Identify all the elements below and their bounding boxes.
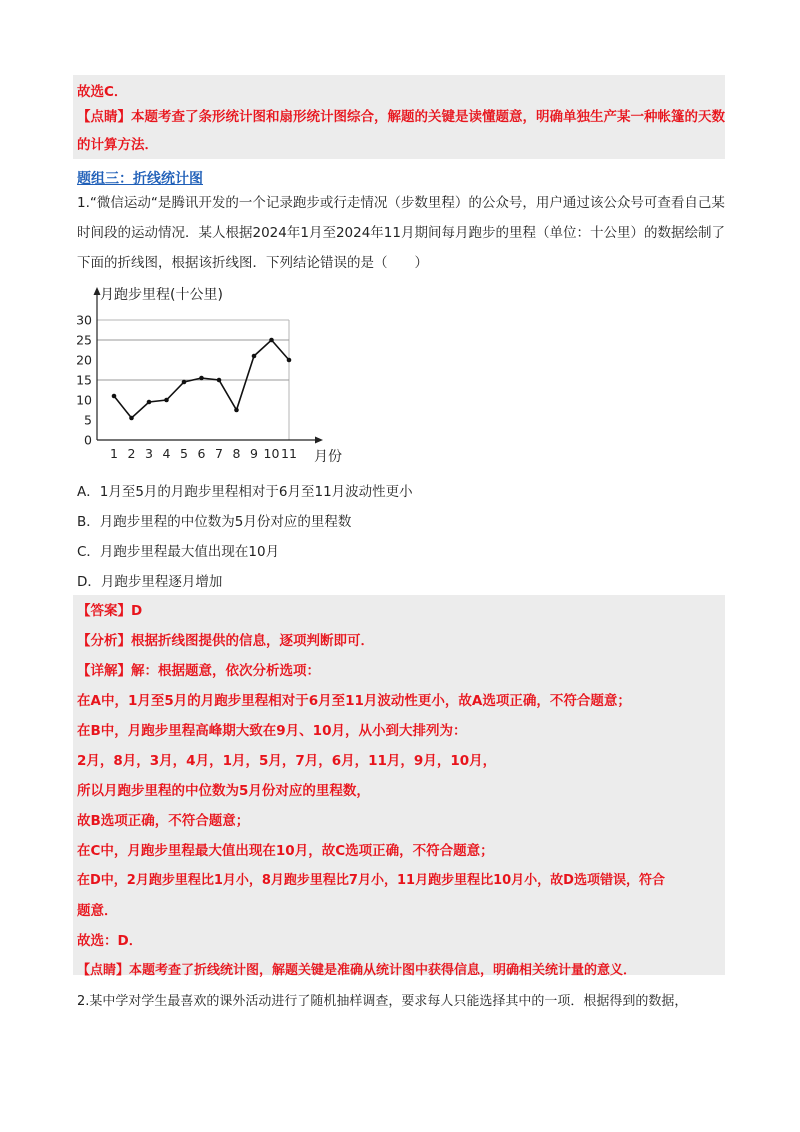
- prev-comment-text: 本题考查了条形统计图和扇形统计图综合，解题的关键是读懂题意，明确单独生产某一种帐篷的天数的计算方法．: [77, 109, 725, 153]
- line-chart: [70, 283, 360, 468]
- chart-x-tick-label: 5: [180, 446, 188, 461]
- prev-comment: [77, 103, 725, 159]
- chart-x-tick-label: 8: [232, 446, 241, 461]
- detail-line-8: 在D中，2月跑步里程比1月小，8月跑步里程比7月小，11月跑步里程比10月小，故D选项错误，符合: [77, 873, 665, 888]
- chart-y-tick-label: 5: [84, 412, 92, 428]
- answer: 【答案】D: [77, 603, 143, 619]
- detail-line-3: 在B中，月跑步里程高峰期大致在9月、10月，从小到大排列为：: [77, 723, 467, 739]
- chart-data-point: [147, 400, 152, 405]
- comment: 【点睛】本题考查了折线统计图，解题关键是准确从统计图中获得信息，明确相关统计量的意义．: [77, 963, 637, 978]
- chart-data-point: [164, 398, 169, 403]
- chart-y-tick-label: 25: [76, 332, 92, 348]
- chart-x-tick-label: 10: [263, 446, 280, 461]
- chart-x-tick-label: 3: [145, 446, 153, 461]
- chart-y-label: 月跑步里程(十公里): [100, 287, 223, 303]
- chart-x-tick-label: 7: [215, 446, 223, 461]
- chart-y-tick-label: 20: [76, 352, 92, 368]
- chart-series: [112, 338, 292, 421]
- chart-y-tick-label: 10: [76, 392, 92, 408]
- chart-x-tick-label: 2: [127, 446, 136, 461]
- chart-data-point: [129, 416, 134, 421]
- detail-line-6: 故B选项正确，不符合题意；: [77, 813, 250, 829]
- chart-data-point: [217, 378, 222, 383]
- analysis: 【分析】根据折线图提供的信息，逐项判断即可．: [77, 633, 374, 649]
- detail-line-7: 在C中，月跑步里程最大值出现在10月，故C选项正确，不符合题意；: [77, 843, 494, 859]
- chart-x-tick-label: 1: [110, 446, 118, 461]
- question-1-stem: 1.“微信运动“是腾讯开发的一个记录跑步或行走情况（步数里程）的公众号，用户通过该公众号可查看自己某时间段的运动情况．某人根据2024年1月至2024年11月期间每月跑步的里程（单位：十公里）的数据绘制了下面的折线图，根据该折线图．下列结论错误的是（ ）: [77, 195, 725, 271]
- detail-line-9: 题意．: [77, 903, 118, 919]
- chart-x-tick-label: 11: [281, 446, 297, 461]
- section-title: 题组三：折线统计图: [77, 171, 203, 187]
- prev-conclusion: 故选C．: [77, 84, 128, 100]
- chart-x-tick-label: 6: [197, 446, 206, 461]
- chart-y-tick-label: 30: [76, 312, 92, 328]
- chart-y-tick-label: 15: [76, 372, 92, 388]
- detail-line-10: 故选：D．: [77, 933, 143, 949]
- question-2-stem: 2.某中学对学生最喜欢的课外活动进行了随机抽样调查，要求每人只能选择其中的一项．根据得到的数据，: [77, 994, 688, 1009]
- chart-data-point: [269, 338, 274, 343]
- chart-x-tick-label: 4: [162, 446, 171, 461]
- chart-data-point: [252, 354, 257, 359]
- detail-line-5: 所以月跑步里程的中位数为5月份对应的里程数，: [77, 783, 370, 799]
- chart-data-point: [112, 394, 117, 399]
- chart-tick-labels: [76, 313, 297, 462]
- detail-line-2: 在A中，1月至5月的月跑步里程相对于6月至11月波动性更小，故A选项正确，不符合题意；: [77, 693, 631, 709]
- chart-data-point: [234, 408, 239, 413]
- detail-line-4: 2月，8月，3月，4月，1月，5月，7月，6月，11月，9月，10月，: [77, 753, 497, 769]
- chart-data-point: [287, 358, 292, 363]
- chart-y-tick-label: 0: [84, 432, 92, 448]
- option-c: C．月跑步里程最大值出现在10月: [77, 544, 280, 560]
- chart-data-point: [182, 380, 187, 385]
- prev-comment-tag: 【点睛】: [77, 109, 131, 125]
- chart-data-point: [199, 376, 204, 381]
- detail-line-1: 【详解】解：根据题意，依次分析选项：: [77, 663, 320, 679]
- chart-x-label: 月份: [314, 449, 342, 465]
- chart-x-arrow: [315, 437, 323, 444]
- option-d: D．月跑步里程逐月增加: [77, 574, 223, 590]
- option-a: A．1月至5月的月跑步里程相对于6月至11月波动性更小: [77, 484, 413, 500]
- option-b: B．月跑步里程的中位数为5月份对应的里程数: [77, 514, 352, 530]
- chart-x-tick-label: 9: [250, 446, 258, 461]
